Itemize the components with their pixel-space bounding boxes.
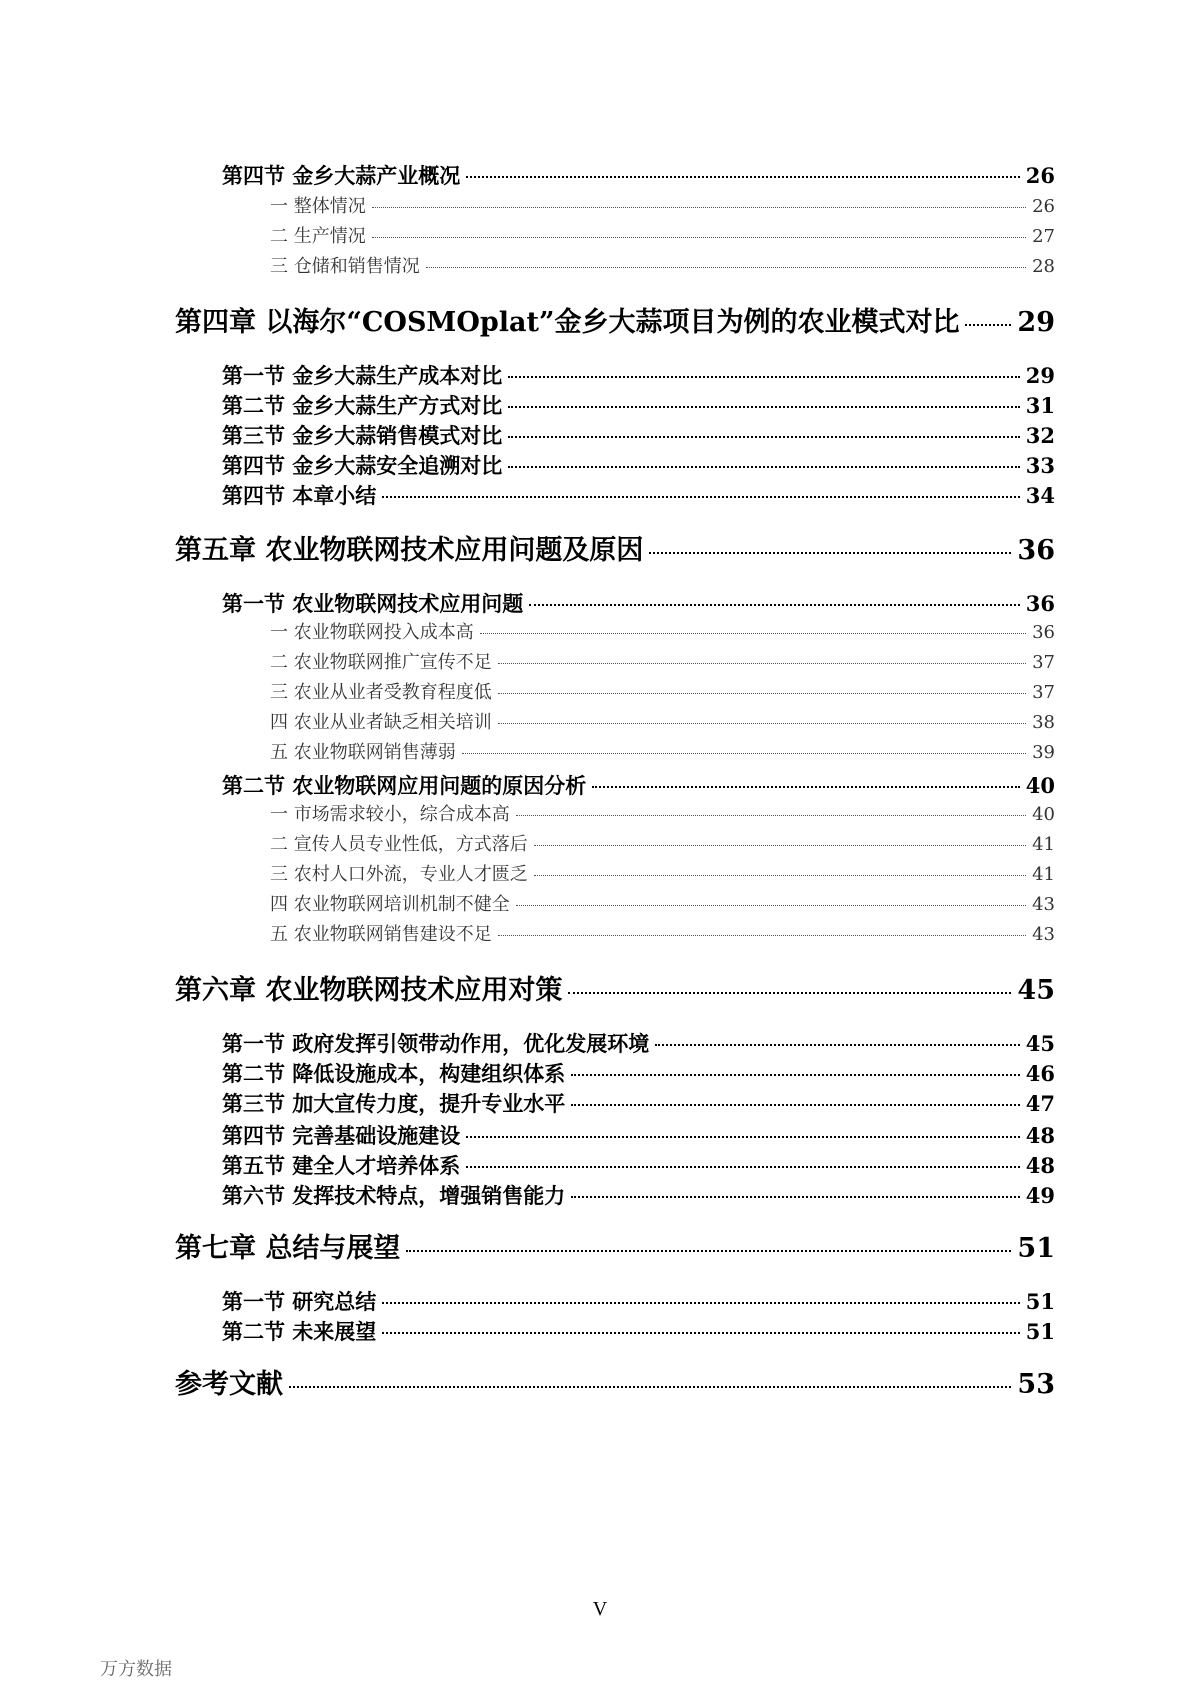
toc-entry-title: 三 农村人口外流，专业人才匮乏 (270, 864, 528, 885)
dot-leader (498, 935, 1026, 936)
dot-leader (516, 815, 1026, 816)
toc-entry-page-number: 32 (1025, 423, 1055, 448)
toc-entry-page-number: 34 (1025, 483, 1055, 508)
dot-leader (498, 693, 1026, 694)
dot-leader (965, 324, 1011, 326)
dot-leader (571, 1074, 1019, 1076)
dot-leader (406, 1250, 1011, 1252)
toc-entry-page-number: 51 (1025, 1289, 1055, 1314)
toc-entry-page-number: 27 (1032, 226, 1055, 247)
toc-entry-page-number: 41 (1032, 834, 1055, 855)
toc-section-entry[interactable] (222, 1058, 1055, 1088)
dot-leader (382, 1302, 1019, 1304)
toc-entry-page-number: 36 (1032, 622, 1055, 643)
dot-leader (571, 1196, 1019, 1198)
page-number: V (592, 1598, 608, 1620)
toc-entry-page-number: 37 (1032, 682, 1055, 703)
toc-sub-entry[interactable] (270, 252, 1055, 278)
toc-entry-page-number: 40 (1025, 773, 1055, 798)
toc-entry-title: 四 农业从业者缺乏相关培训 (270, 712, 492, 733)
toc-sub-entry[interactable] (270, 738, 1055, 764)
toc-entry-page-number: 26 (1032, 196, 1055, 217)
toc-entry-title: 第一节 政府发挥引领带动作用，优化发展环境 (222, 1031, 650, 1056)
dot-leader (571, 1104, 1019, 1106)
toc-entry-page-number: 41 (1032, 864, 1055, 885)
toc-entry-page-number: 29 (1025, 363, 1055, 388)
toc-entry-page-number: 36 (1025, 591, 1055, 616)
toc-entry-page-number: 45 (1017, 975, 1055, 1006)
dot-leader (426, 267, 1026, 268)
dot-leader (466, 1166, 1019, 1168)
toc-entry-title: 五 农业物联网销售薄弱 (270, 742, 456, 763)
toc-entry-page-number: 43 (1032, 894, 1055, 915)
toc-section-entry[interactable] (222, 160, 1055, 190)
toc-entry-title: 第四节 完善基础设施建设 (222, 1123, 461, 1148)
toc-entry-page-number: 48 (1025, 1123, 1055, 1148)
dot-leader (498, 723, 1026, 724)
toc-chapter-entry[interactable] (175, 300, 1055, 339)
toc-entry-title: 参考文献 (175, 1369, 283, 1400)
watermark-text: 万方数据 (100, 1659, 172, 1680)
dot-leader (649, 552, 1011, 554)
toc-sub-entry[interactable] (270, 678, 1055, 704)
toc-entry-page-number: 45 (1025, 1031, 1055, 1056)
toc-entry-page-number: 29 (1017, 307, 1055, 338)
toc-sub-entry[interactable] (270, 192, 1055, 218)
dot-leader (655, 1044, 1019, 1046)
toc-entry-title: 四 农业物联网培训机制不健全 (270, 894, 510, 915)
toc-entry-title: 第六节 发挥技术特点，增强销售能力 (222, 1183, 566, 1208)
toc-sub-entry[interactable] (270, 648, 1055, 674)
dot-leader (516, 905, 1026, 906)
toc-section-entry[interactable] (222, 1286, 1055, 1316)
toc-entry-title: 第三节 金乡大蒜销售模式对比 (222, 423, 503, 448)
dot-leader (466, 176, 1019, 178)
toc-section-entry[interactable] (222, 1180, 1055, 1210)
toc-chapter-entry[interactable] (175, 528, 1055, 567)
toc-section-entry[interactable] (222, 770, 1055, 800)
toc-sub-entry[interactable] (270, 920, 1055, 946)
toc-entry-title: 第二节 降低设施成本，构建组织体系 (222, 1061, 566, 1086)
toc-entry-title: 一 农业物联网投入成本高 (270, 622, 474, 643)
toc-sub-entry[interactable] (270, 800, 1055, 826)
dot-leader (289, 1386, 1011, 1388)
toc-entry-title: 一 市场需求较小，综合成本高 (270, 804, 510, 825)
toc-entry-title: 第四节 金乡大蒜安全追溯对比 (222, 453, 503, 478)
toc-entry-title: 第四节 金乡大蒜产业概况 (222, 163, 461, 188)
toc-entry-title: 第一节 农业物联网技术应用问题 (222, 591, 524, 616)
toc-entry-page-number: 26 (1025, 163, 1055, 188)
toc-entry-title: 第二节 未来展望 (222, 1319, 377, 1344)
toc-sub-entry[interactable] (270, 222, 1055, 248)
toc-entry-page-number: 47 (1025, 1091, 1055, 1116)
toc-entry-title: 第一节 金乡大蒜生产成本对比 (222, 363, 503, 388)
dot-leader (508, 436, 1019, 438)
toc-section-entry[interactable] (222, 1028, 1055, 1058)
toc-entry-page-number: 38 (1032, 712, 1055, 733)
toc-entry-page-number: 36 (1017, 535, 1055, 566)
toc-chapter-entry[interactable] (175, 1226, 1055, 1265)
toc-entry-title: 二 宣传人员专业性低，方式落后 (270, 834, 528, 855)
toc-section-entry[interactable] (222, 1120, 1055, 1150)
dot-leader (568, 992, 1011, 994)
toc-section-entry[interactable] (222, 420, 1055, 450)
dot-leader (382, 1332, 1019, 1334)
toc-entry-title: 第二节 金乡大蒜生产方式对比 (222, 393, 503, 418)
toc-sub-entry[interactable] (270, 890, 1055, 916)
toc-section-entry[interactable] (222, 1150, 1055, 1180)
toc-entry-title: 第四节 本章小结 (222, 483, 377, 508)
toc-entry-page-number: 46 (1025, 1061, 1055, 1086)
toc-entry-title: 第五节 建全人才培养体系 (222, 1153, 461, 1178)
toc-entry-title: 二 农业物联网推广宣传不足 (270, 652, 492, 673)
toc-entry-title: 第二节 农业物联网应用问题的原因分析 (222, 773, 587, 798)
toc-entry-title: 三 仓储和销售情况 (270, 256, 420, 277)
toc-entry-title: 三 农业从业者受教育程度低 (270, 682, 492, 703)
toc-entry-page-number: 49 (1025, 1183, 1055, 1208)
toc-chapter-entry[interactable] (175, 968, 1055, 1007)
toc-entry-page-number: 48 (1025, 1153, 1055, 1178)
dot-leader (534, 875, 1026, 876)
toc-entry-title: 第四章 以海尔“COSMOplat”金乡大蒜项目为例的农业模式对比 (175, 307, 960, 338)
toc-sub-entry[interactable] (270, 830, 1055, 856)
toc-entry-page-number: 37 (1032, 652, 1055, 673)
toc-section-entry[interactable] (222, 390, 1055, 420)
toc-entry-page-number: 51 (1017, 1233, 1055, 1264)
toc-entry-title: 第六章 农业物联网技术应用对策 (175, 975, 563, 1006)
toc-entry-title: 第五章 农业物联网技术应用问题及原因 (175, 535, 644, 566)
dot-leader (372, 237, 1026, 238)
toc-sub-entry[interactable] (270, 618, 1055, 644)
toc-entry-page-number: 33 (1025, 453, 1055, 478)
toc-entry-title: 第一节 研究总结 (222, 1289, 377, 1314)
toc-section-entry[interactable] (222, 588, 1055, 618)
toc-section-entry[interactable] (222, 480, 1055, 510)
dot-leader (466, 1136, 1019, 1138)
dot-leader (480, 633, 1026, 634)
toc-section-entry[interactable] (222, 1088, 1055, 1118)
toc-entry-title: 第三节 加大宣传力度，提升专业水平 (222, 1091, 566, 1116)
dot-leader (508, 376, 1019, 378)
toc-entry-title: 五 农业物联网销售建设不足 (270, 924, 492, 945)
dot-leader (498, 663, 1026, 664)
dot-leader (462, 753, 1026, 754)
dot-leader (534, 845, 1026, 846)
toc-entry-page-number: 43 (1032, 924, 1055, 945)
toc-entry-page-number: 28 (1032, 256, 1055, 277)
toc-entry-page-number: 39 (1032, 742, 1055, 763)
toc-entry-page-number: 40 (1032, 804, 1055, 825)
toc-entry-title: 一 整体情况 (270, 196, 366, 217)
toc-entry-title: 二 生产情况 (270, 226, 366, 247)
toc-section-entry[interactable] (222, 1316, 1055, 1346)
toc-entry-page-number: 31 (1025, 393, 1055, 418)
toc-chapter-entry[interactable] (175, 1362, 1055, 1401)
toc-section-entry[interactable] (222, 360, 1055, 390)
toc-sub-entry[interactable] (270, 708, 1055, 734)
toc-sub-entry[interactable] (270, 860, 1055, 886)
toc-entry-title: 第七章 总结与展望 (175, 1233, 401, 1264)
toc-section-entry[interactable] (222, 450, 1055, 480)
dot-leader (592, 786, 1019, 788)
dot-leader (382, 496, 1019, 498)
toc-entry-page-number: 53 (1017, 1369, 1055, 1400)
dot-leader (508, 406, 1019, 408)
toc-entry-page-number: 51 (1025, 1319, 1055, 1344)
dot-leader (372, 207, 1026, 208)
dot-leader (508, 466, 1019, 468)
dot-leader (529, 604, 1019, 606)
